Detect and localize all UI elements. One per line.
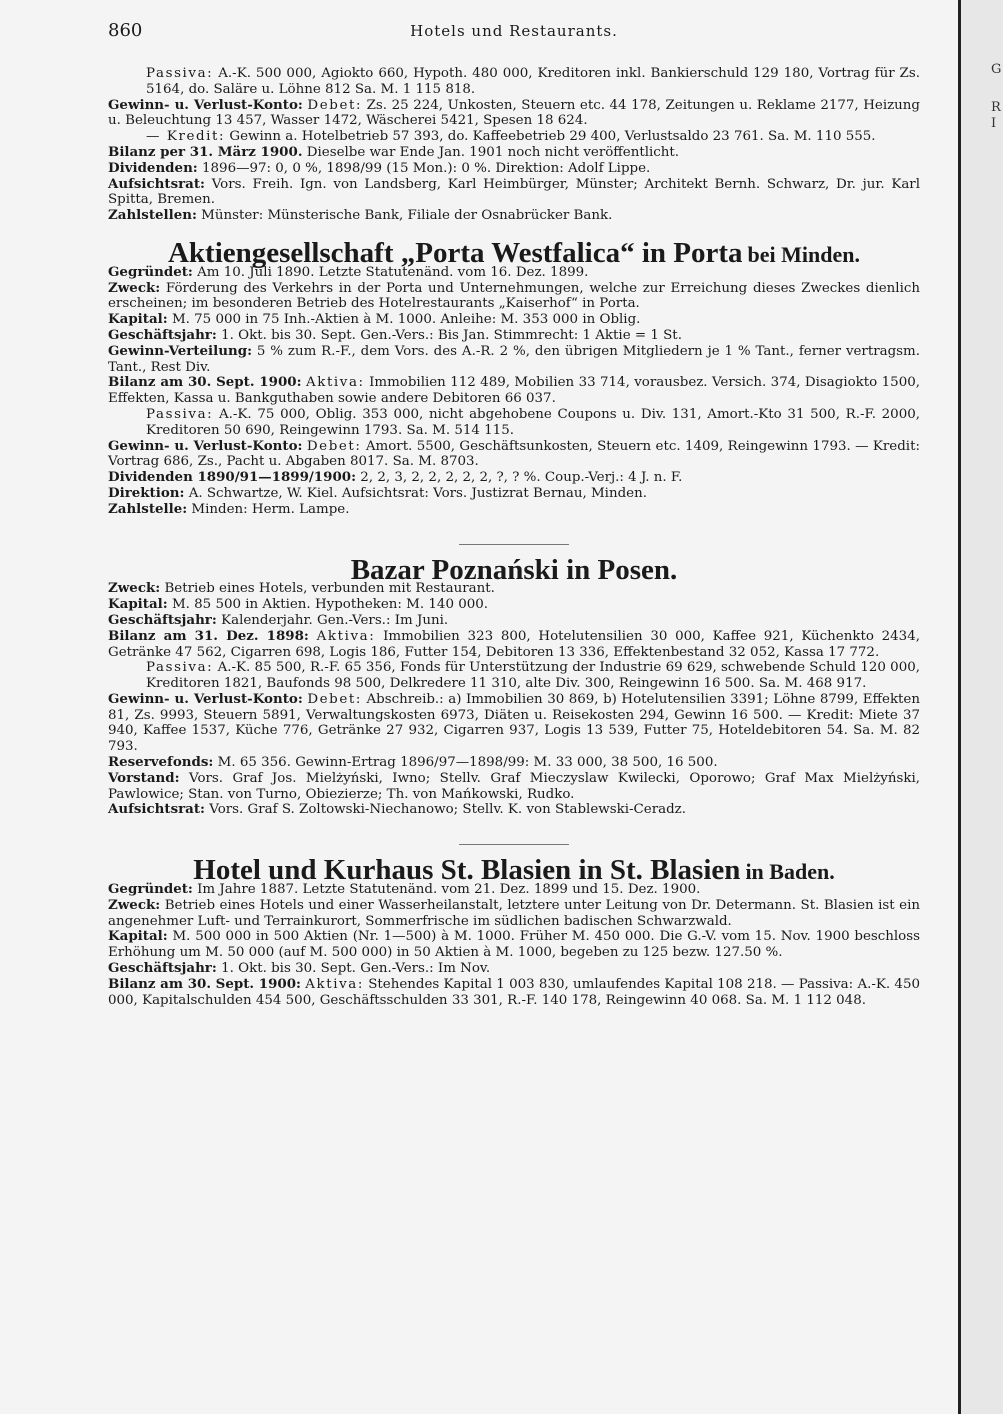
entry-sublabel: Aktiva: xyxy=(305,375,365,391)
entry-label: Bilanz per 31. März 1900. xyxy=(108,143,303,160)
entry-label: Gewinn-Verteilung: xyxy=(108,342,253,359)
section-title-main: Hotel und Kurhaus St. Blasien in St. Blasien xyxy=(193,854,741,887)
entry-label: Zahlstelle: xyxy=(108,500,188,517)
entry-text: A.-K. 85 500, R.-F. 65 356, Fonds für Unterstützung der Industrie 69 629, schwebende Schuld 120 000, Kreditoren 1821, Baufonds 98 500, Delkredere 11 310, alte Div. 300, Reingewinn 16 500. Sa. M. 468 917. xyxy=(146,660,920,692)
entry-text: Abschreib.: a) Immobilien 30 869, b) Hotelutensilien 3391; Löhne 8799, Effekten 81, Zs. 9993, Steuern 5891, Verwaltungskosten 6973, Diäten u. Reisekosten 294, Gewinn 16 500. — Kredit: Miete 37 940, Kaffee 1537, Küche 776, Getränke 27 932, Cigarren 937, Logis 13 539, Futter 75, Hoteldebitoren 54. Sa. M. 82 793. xyxy=(108,691,920,755)
entry-text: Vors. Freih. Ign. von Landsberg, Karl Heimbürger, Münster; Architekt Bernh. Schwarz, Dr. jur. Karl Spitta, Bremen. xyxy=(108,176,920,208)
running-title: Hotels und Restaurants. xyxy=(410,22,618,40)
page-number: 860 xyxy=(108,20,143,41)
entry-text: Immobilien 112 489, Mobilien 33 714, vorausbez. Versich. 374, Disagiokto 1500, Effekten, Kassa u. Bankguthaben sowie andere Debitoren 66 037. xyxy=(108,375,920,407)
entry-text: Münster: Münsterische Bank, Filiale der Osnabrücker Bank. xyxy=(201,208,613,224)
entry-paragraph xyxy=(108,502,920,518)
entry-sublabel: — Kredit: xyxy=(146,129,226,145)
entry-text: M. 85 500 in Aktien. Hypotheken: M. 140 000. xyxy=(171,597,489,613)
entry-label: Gegründet: xyxy=(108,881,193,898)
entry-text: Betrieb eines Hotels und einer Wasserheilanstalt, letztere unter Leitung von Dr. Determann. St. Blasien ist ein angenehmer Luft- und Terrainkurort, Sommerfrische im südlichen badischen Schwarzwald. xyxy=(108,897,920,929)
section-title-main: Bazar Poznański in Posen. xyxy=(350,553,678,586)
entry-label: Bilanz am 31. Dez. 1898: xyxy=(108,627,309,644)
entry-sublabel: Debet: xyxy=(307,97,363,113)
entry-label: Dividenden 1890/91—1899/1900: xyxy=(108,469,357,486)
entry-label: Geschäftsjahr: xyxy=(108,326,217,343)
entry-label: Geschäftsjahr: xyxy=(108,611,217,628)
section-title xyxy=(108,553,920,586)
entry-paragraph xyxy=(108,208,920,224)
entry-paragraph xyxy=(108,929,920,961)
entry-paragraph xyxy=(108,129,920,145)
entry-text: Vors. Graf S. Zoltowski-Niechanowo; Stellv. K. von Stablewski-Ceradz. xyxy=(209,802,686,818)
entry-text: 5 % zum R.-F., dem Vors. des A.-R. 2 %, den übrigen Mitgliedern je 1 % Tant., ferner vertragsm. Tant., Rest Div. xyxy=(108,343,920,375)
entry-paragraph xyxy=(108,898,920,930)
entry-label: Reservefonds: xyxy=(108,754,214,771)
entry-label: Zweck: xyxy=(108,896,161,913)
entry-sublabel: Debet: xyxy=(307,691,362,707)
entry-text: 1896—97: 0, 0 %, 1898/99 (15 Mon.): 0 %. Direktion: Adolf Lippe. xyxy=(202,160,651,176)
entry-text: Vors. Graf Jos. Mielżyński, Iwno; Stellv. Graf Mieczyslaw Kwilecki, Oporowo; Graf Max Mielżyński, Pawlowice; Stan. von Turno, Obiezierze; Th. von Mańkowski, Rudko. xyxy=(108,770,920,802)
entry-text: M. 65 356. Gewinn-Ertrag 1896/97—1898/99: M. 33 000, 38 500, 16 500. xyxy=(217,755,718,771)
entry-label: Dividenden: xyxy=(108,159,198,176)
document-body xyxy=(108,66,920,1008)
entry-text: Kalenderjahr. Gen.-Vers.: Im Juni. xyxy=(221,612,449,628)
entry-paragraph xyxy=(108,613,920,629)
entry-paragraph xyxy=(108,755,920,771)
margin-letter: I xyxy=(991,116,997,131)
entry-sublabel: Aktiva: xyxy=(305,976,364,992)
entry-paragraph xyxy=(108,177,920,209)
entry-paragraph xyxy=(108,281,920,313)
adjacent-page-edge xyxy=(958,0,1003,1414)
entry-paragraph xyxy=(108,66,920,98)
entry-paragraph xyxy=(108,470,920,486)
entry-text: 1. Okt. bis 30. Sept. Gen.-Vers.: Im Nov. xyxy=(221,961,491,977)
margin-letter: R xyxy=(991,100,1001,115)
entry-label: Zahlstellen: xyxy=(108,207,197,224)
entry-label: Direktion: xyxy=(108,484,185,501)
entry-paragraph xyxy=(108,312,920,328)
entry-text: 2, 2, 3, 2, 2, 2, 2, 2, ?, ? %. Coup.-Verj.: 4 J. n. F. xyxy=(360,470,683,486)
entry-sublabel: Aktiva: xyxy=(316,628,376,644)
entry-text: Zs. 25 224, Unkosten, Steuern etc. 44 178, Zeitungen u. Reklame 2177, Heizung u. Beleuchtung 13 457, Wasser 1472, Wäscherei 5421, Spesen 18 624. xyxy=(108,97,920,129)
entry-sublabel: Passiva: xyxy=(146,406,214,422)
entry-paragraph xyxy=(108,439,920,471)
entry-label: Kapital: xyxy=(108,311,168,328)
entry-label: Aufsichtsrat: xyxy=(108,801,205,818)
entry-text: A.-K. 75 000, Oblig. 353 000, nicht abgehobene Coupons u. Div. 131, Amort.-Kto 31 500, R.-F. 2000, Kreditoren 50 690, Reingewinn 1793. Sa. M. 514 115. xyxy=(146,406,920,438)
entry-sublabel: Passiva: xyxy=(146,660,214,676)
entry-text: Am 10. Juli 1890. Letzte Statutenänd. vom 16. Dez. 1899. xyxy=(197,264,589,280)
entry-text: Dieselbe war Ende Jan. 1901 noch nicht veröffentlicht. xyxy=(306,144,680,160)
section-title-suffix: in Baden. xyxy=(745,859,835,885)
section-title-main: Aktiengesellschaft „Porta Westfalica“ in Porta xyxy=(167,236,743,269)
entry-paragraph xyxy=(108,961,920,977)
entry-paragraph xyxy=(108,486,920,502)
entry-paragraph xyxy=(108,98,920,130)
entry-text: M. 500 000 in 500 Aktien (Nr. 1—500) à M. 1000. Früher M. 450 000. Die G.-V. vom 15. Nov. 1900 beschloss Erhöhung um M. 50 000 (auf M. 500 000) in 50 Aktien à M. 1000, begeben zu 125 bezw. 127.50 %. xyxy=(108,929,920,961)
entry-sublabel: Debet: xyxy=(306,438,362,454)
entry-text: 1. Okt. bis 30. Sept. Gen.-Vers.: Bis Jan. Stimmrecht: 1 Aktie = 1 St. xyxy=(221,327,682,343)
entry-label: Kapital: xyxy=(108,928,168,945)
entry-paragraph xyxy=(108,882,920,898)
entry-label: Geschäftsjahr: xyxy=(108,960,217,977)
entry-paragraph xyxy=(108,977,920,1009)
entry-text: Stehendes Kapital 1 003 830, umlaufendes Kapital 108 218. — Passiva: A.-K. 450 000, Kapitalschulden 454 500, Geschäftsschulden 33 301, R.-F. 140 178, Reingewinn 40 068. Sa. M. 1 112 048. xyxy=(108,976,920,1008)
entry-paragraph xyxy=(108,771,920,803)
entry-paragraph xyxy=(108,344,920,376)
entry-text: Immobilien 323 800, Hotelutensilien 30 000, Kaffee 921, Küchenkto 2434, Getränke 47 562, Cigarren 698, Logis 186, Futter 154, Debitoren 13 336, Effektenbestand 32 052, Kassa 17 772. xyxy=(108,628,920,660)
entry-paragraph xyxy=(108,328,920,344)
entry-paragraph xyxy=(108,375,920,407)
entry-label: Gewinn- u. Verlust-Konto: xyxy=(108,96,303,113)
entry-paragraph xyxy=(108,660,920,692)
entry-label: Bilanz am 30. Sept. 1900: xyxy=(108,975,301,992)
entry-paragraph xyxy=(108,692,920,755)
entry-text: Betrieb eines Hotels, verbunden mit Restaurant. xyxy=(164,581,495,597)
entry-paragraph xyxy=(108,597,920,613)
page-header xyxy=(108,20,920,44)
entry-text: M. 75 000 in 75 Inh.-Aktien à M. 1000. Anleihe: M. 353 000 in Oblig. xyxy=(171,312,641,328)
entry-label: Zweck: xyxy=(108,279,161,296)
entry-paragraph xyxy=(108,407,920,439)
entry-label: Zweck: xyxy=(108,580,161,597)
entry-label: Aufsichtsrat: xyxy=(108,175,205,192)
margin-letter: G xyxy=(991,62,1002,77)
entry-text: A.-K. 500 000, Agiokto 660, Hypoth. 480 000, Kreditoren inkl. Bankierschuld 129 180, Vortrag für Zs. 5164, do. Saläre u. Löhne 812 Sa. M. 1 115 818. xyxy=(146,66,920,97)
entry-text: Förderung des Verkehrs in der Porta und Unternehmungen, welche zur Erreichung dieses Zweckes dienlich erscheinen; im besonderen Betrieb des Hotelrestaurants „Kaiserhof“ in Porta. xyxy=(108,280,920,312)
section-title-suffix: bei Minden. xyxy=(747,241,861,267)
entry-label: Gegründet: xyxy=(108,263,193,280)
entry-text: A. Schwartze, W. Kiel. Aufsichtsrat: Vors. Justizrat Bernau, Minden. xyxy=(188,485,647,501)
entry-label: Bilanz am 30. Sept. 1900: xyxy=(108,374,302,391)
section-title xyxy=(108,854,920,887)
section-title xyxy=(108,236,920,269)
entry-paragraph xyxy=(108,802,920,818)
entry-text: Amort. 5500, Geschäftsunkosten, Steuern etc. 1409, Reingewinn 1793. — Kredit: Vortrag 686, Zs., Pacht u. Abgaben 8017. Sa. M. 8703. xyxy=(108,438,920,470)
entry-paragraph xyxy=(108,161,920,177)
entry-paragraph xyxy=(108,629,920,661)
entry-paragraph xyxy=(108,145,920,161)
entry-text: Minden: Herm. Lampe. xyxy=(191,501,350,517)
entry-text: Gewinn a. Hotelbetrieb 57 393, do. Kaffeebetrieb 29 400, Verlustsaldo 23 761. Sa. M. 110 555. xyxy=(229,129,876,145)
entry-label: Gewinn- u. Verlust-Konto: xyxy=(108,437,303,454)
entry-label: Gewinn- u. Verlust-Konto: xyxy=(108,690,303,707)
entry-sublabel: Passiva: xyxy=(146,66,214,81)
entry-paragraph xyxy=(108,265,920,281)
entry-label: Kapital: xyxy=(108,596,168,613)
entry-text: Im Jahre 1887. Letzte Statutenänd. vom 21. Dez. 1899 und 15. Dez. 1900. xyxy=(197,882,701,898)
entry-label: Vorstand: xyxy=(108,769,180,786)
